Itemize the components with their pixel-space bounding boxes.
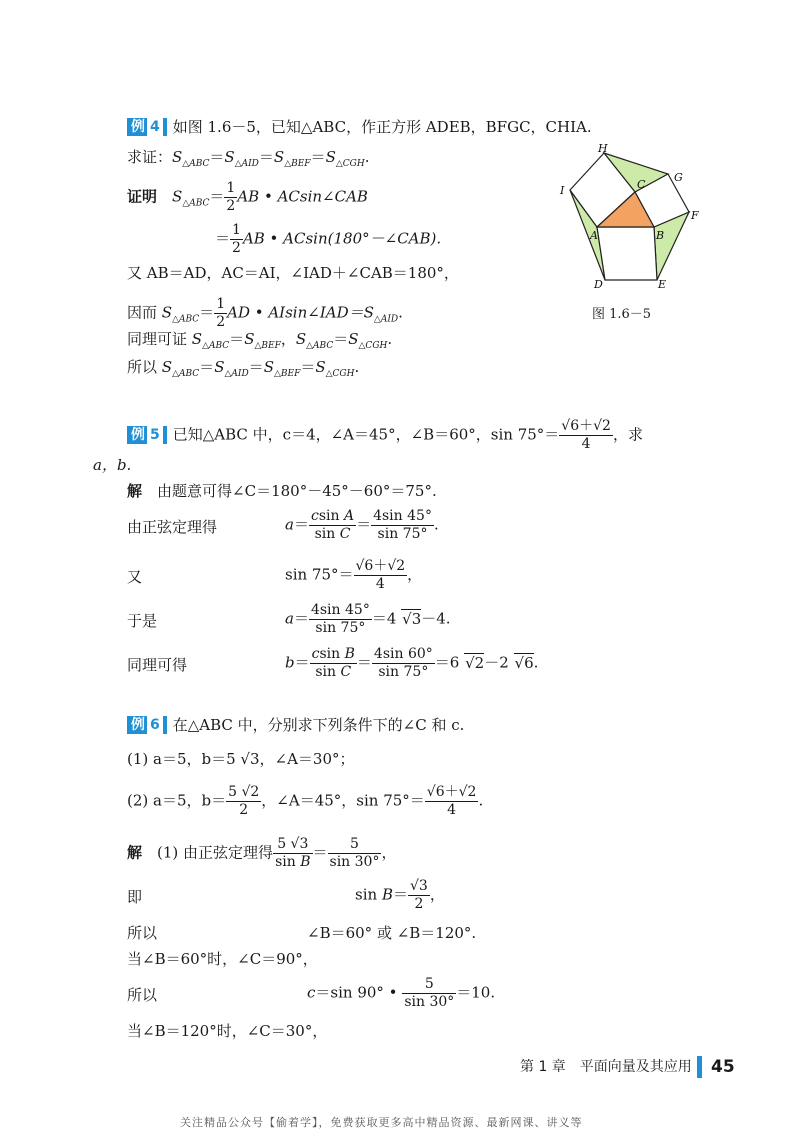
ex5-law-formula: a＝ $\frac{\text{csin A}}{\text{sin C}}$ ＝ $\frac{4\sin 45^\circ}{\sin 75^\circ}$ .	[285, 508, 439, 542]
ex6-so2-label: 所以	[127, 986, 158, 1004]
proof-line-1: 证明 $S_{\triangle ABC}=$ $\frac{1}{2}$ AB • ACsin∠CAB	[127, 180, 368, 214]
label-g: G	[674, 171, 683, 184]
figure-caption: 图 1.6－5	[592, 307, 652, 322]
chapter-title: 第 1 章 平面向量及其应用	[520, 1059, 692, 1075]
ex5-sim-label: 同理可得	[127, 656, 188, 674]
prove-statement: 求证：$S_{\triangle ABC}=S_{\triangle AID}=S_{\triangle BEF}=S_{\triangle CGH}$.	[127, 148, 370, 169]
ex6-angleB: ∠B＝60° 或 ∠B＝120°.	[307, 924, 477, 942]
proof-line-2: ＝ $\frac{1}{2}$ AB • ACsin(180°－∠CAB).	[215, 222, 442, 256]
example-badge: 例 4	[127, 118, 167, 136]
ex5-law-label: 由正弦定理得	[127, 518, 218, 536]
ex5-then-label: 于是	[127, 612, 158, 630]
proof-line-5: 同理可证 $S_{\triangle ABC}=S_{\triangle BEF}$，$S_{\triangle ABC}=S_{\triangle CGH}$.	[127, 330, 393, 351]
example-5-title: 例 5 已知△ABC 中，c＝4，∠A＝45°，∠B＝60°，sin 75°＝ $\frac{√6+√2}{4}$ ，求	[127, 418, 643, 453]
bottom-note: 关注精品公众号【偷着学】，免费获取更多高中精品资源、最新网课、讲义等	[180, 1116, 583, 1129]
ex6-when60: 当∠B＝60°时，∠C＝90°，	[127, 950, 318, 968]
ex6-when120: 当∠B＝120°时，∠C＝30°，	[127, 1022, 328, 1040]
ex6-sinB: sin B＝ $\frac{√3}{2}$ ，	[355, 878, 445, 912]
ex6-condition-2: (2) a＝5，b＝ $\frac{5 √2}{2}$ ，∠A＝45°，sin 75°＝ $\frac{√6+√2}{4}$ .	[127, 784, 484, 818]
label-h: H	[598, 142, 608, 155]
label-a: A	[590, 229, 598, 242]
ex5-also-label: 又	[127, 568, 143, 586]
label-f: F	[691, 209, 699, 222]
ex6-so-label: 所以	[127, 924, 158, 942]
proof-line-4: 因而 $S_{\triangle ABC}=$ $\frac{1}{2}$ AD • $AIsin\angle IAD=S_{\triangle AID}$.	[127, 296, 403, 330]
ex6-solution-1: 解 (1) 由正弦定理得 $\frac{5 √3}{\text{sin B}}$ ＝ $\frac{5}{\sin 30^\circ}$ ，	[127, 836, 397, 870]
example-5-title-wrap: a，b.	[93, 456, 132, 474]
ex5-a-value: a＝ $\frac{4\sin 45^\circ}{\sin 75^\circ}$ ＝4 √3－4.	[285, 602, 451, 636]
example-6-title: 例 6 在△ABC 中，分别求下列条件下的∠C 和 c.	[127, 714, 464, 736]
proof-line-6: 所以 $S_{\triangle ABC}=S_{\triangle AID}=S_{\triangle BEF}=S_{\triangle CGH}$.	[127, 358, 360, 379]
square-adeb	[597, 227, 657, 280]
label-e: E	[658, 278, 667, 291]
ex6-condition-1: (1) a＝5，b＝5 √3，∠A＝30°；	[127, 750, 355, 768]
example-badge: 例 6	[127, 716, 167, 734]
geometry-figure	[550, 140, 710, 300]
proof-line-3: 又 AB＝AD，AC＝AI，∠IAD＋∠CAB＝180°，	[127, 264, 459, 282]
label-i: I	[560, 184, 565, 197]
label-b: B	[656, 229, 665, 242]
example-badge: 例 5	[127, 426, 167, 444]
label-c: C	[637, 178, 646, 191]
page-number: 45	[711, 1057, 735, 1077]
ex6-c-value: c＝sin 90° • $\frac{5}{\sin 30^\circ}$ ＝10.	[307, 976, 496, 1010]
label-d: D	[594, 278, 603, 291]
ex6-ie-label: 即	[127, 888, 143, 906]
ex5-b-value: b＝ $\frac{\text{csin B}}{\text{sin C}}$ ＝ $\frac{4\sin 60^\circ}{\sin 75^\circ}$ ＝6 √2－2 √6.	[285, 646, 539, 680]
footer-accent-bar	[697, 1056, 702, 1078]
ex5-solution-1: 解 由题意可得∠C＝180°－45°－60°＝75°.	[127, 482, 437, 500]
example-4-title: 例 4 如图 1.6－5，已知△ABC，作正方形 ADEB，BFGC，CHIA.	[127, 116, 592, 138]
ex5-sin75: sin 75°＝ $\frac{√6+√2}{4}$ ，	[285, 558, 423, 592]
